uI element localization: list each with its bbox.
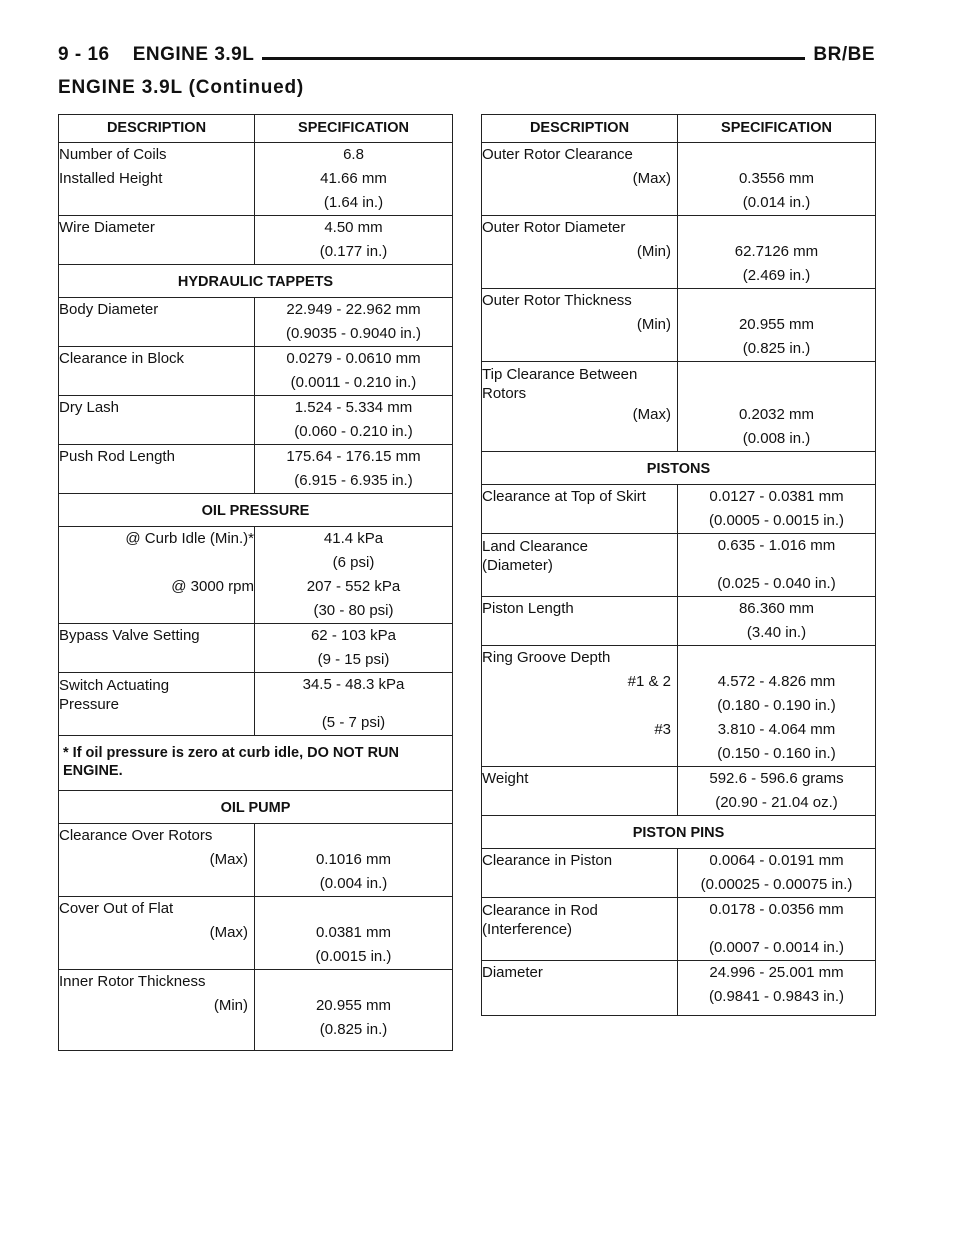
row-value: 0.0064 - 0.0191 mm — [709, 852, 844, 869]
row-value: 592.6 - 596.6 grams — [709, 770, 844, 787]
table-row — [482, 534, 876, 597]
row-qualifier: (Max) — [632, 170, 671, 187]
row-description: Clearance at Top of Skirt — [482, 488, 646, 505]
row-description: Diameter — [482, 964, 543, 981]
row-value: 175.64 - 176.15 mm — [286, 448, 421, 465]
row-value: 0.2032 mm — [738, 406, 815, 423]
row-description: Outer Rotor Thickness — [482, 292, 632, 309]
row-value: 4.572 - 4.826 mm — [717, 673, 836, 690]
table-row — [482, 597, 876, 646]
table-header-row — [482, 115, 876, 143]
row-description: Installed Height — [59, 170, 163, 187]
section-heading: OIL PRESSURE — [59, 494, 453, 527]
row-description: Wire Diameter — [59, 219, 155, 236]
row-value: (0.0011 - 0.210 in.) — [290, 374, 417, 391]
row-value: (0.014 in.) — [742, 194, 811, 211]
table-row — [59, 445, 453, 494]
row-value: (0.180 - 0.190 in.) — [717, 697, 836, 714]
row-description: Weight — [482, 770, 529, 787]
table-row — [59, 673, 453, 736]
row-value: (0.008 in.) — [742, 430, 811, 447]
warning-note: * If oil pressure is zero at curb idle, DO NOT RUN ENGINE. — [59, 736, 453, 791]
row-value: 41.66 mm — [320, 170, 387, 187]
row-value: (9 - 15 psi) — [317, 651, 390, 668]
note-row — [59, 736, 453, 791]
row-value: 62.7126 mm — [734, 243, 819, 260]
spec-table-right — [481, 114, 876, 1016]
column-header-description: DESCRIPTION — [482, 115, 678, 143]
row-description: Number of Coils — [59, 146, 167, 163]
row-value: 0.0127 - 0.0381 mm — [709, 488, 844, 505]
row-value: (1.64 in.) — [323, 194, 384, 211]
row-qualifier: (Max) — [209, 924, 248, 941]
row-value: 0.3556 mm — [738, 170, 815, 187]
row-description: Body Diameter — [59, 301, 159, 318]
row-value: 20.955 mm — [315, 997, 392, 1014]
row-value: (0.0015 in.) — [315, 948, 392, 965]
row-value: 6.8 — [343, 146, 364, 163]
row-value: 24.996 - 25.001 mm — [709, 964, 844, 981]
row-description: Dry Lash — [59, 399, 120, 416]
model-code: BR/BE — [805, 44, 875, 66]
row-value: (3.40 in.) — [746, 624, 807, 641]
row-value: (5 - 7 psi) — [321, 714, 386, 731]
row-value: 86.360 mm — [738, 600, 815, 617]
table-row — [59, 527, 453, 624]
row-qualifier: #3 — [654, 721, 671, 738]
row-description: Piston Length — [482, 600, 574, 617]
table-row — [59, 824, 453, 897]
table-row — [482, 216, 876, 289]
row-qualifier: (Max) — [209, 851, 248, 868]
row-value: (0.9841 - 0.9843 in.) — [708, 988, 845, 1005]
row-description: Clearance Over Rotors — [59, 827, 213, 844]
row-description: Push Rod Length — [59, 448, 175, 465]
row-qualifier: #1 & 2 — [627, 673, 671, 690]
row-value: 3.810 - 4.064 mm — [717, 721, 836, 738]
table-row — [59, 347, 453, 396]
row-value: (0.9035 - 0.9040 in.) — [285, 325, 422, 342]
section-row — [59, 265, 453, 298]
table-row — [59, 624, 453, 673]
row-value: 0.0279 - 0.0610 mm — [286, 350, 421, 367]
row-value: 22.949 - 22.962 mm — [286, 301, 421, 318]
table-row — [482, 646, 876, 767]
table-row — [482, 961, 876, 1016]
row-description: Clearance in Piston — [482, 852, 613, 869]
row-description: @ 3000 rpm — [171, 578, 254, 595]
row-value: 41.4 kPa — [323, 530, 384, 547]
row-value: 0.635 - 1.016 mm — [717, 537, 836, 554]
row-description: Bypass Valve Setting — [59, 627, 200, 644]
table-row — [59, 396, 453, 445]
row-description: Outer Rotor Diameter — [482, 219, 626, 236]
row-value: (0.0007 - 0.0014 in.) — [708, 939, 845, 956]
row-qualifier: (Min) — [636, 243, 671, 260]
row-value: (20.90 - 21.04 oz.) — [715, 794, 838, 811]
row-value: 0.0381 mm — [315, 924, 392, 941]
row-value: (0.025 - 0.040 in.) — [717, 575, 836, 592]
row-value: 207 - 552 kPa — [306, 578, 401, 595]
section-row — [482, 452, 876, 485]
row-value: (0.00025 - 0.00075 in.) — [700, 876, 853, 893]
row-description: Tip Clearance Between Rotors — [482, 366, 638, 402]
section-heading: OIL PUMP — [59, 791, 453, 824]
row-value: 1.524 - 5.334 mm — [294, 399, 413, 416]
row-value: (0.150 - 0.160 in.) — [717, 745, 836, 762]
row-description: Inner Rotor Thickness — [59, 973, 206, 990]
row-description: Cover Out of Flat — [59, 900, 174, 917]
row-description: Land Clearance (Diameter) — [482, 538, 588, 574]
table-row — [482, 143, 876, 216]
row-value: (2.469 in.) — [742, 267, 811, 284]
row-value: 20.955 mm — [738, 316, 815, 333]
row-value: (0.825 in.) — [319, 1021, 388, 1038]
section-heading: PISTON PINS — [482, 816, 876, 849]
row-value: 4.50 mm — [324, 219, 383, 236]
row-value: (0.060 - 0.210 in.) — [294, 423, 413, 440]
section-title: ENGINE 3.9L (Continued) — [58, 77, 305, 98]
table-row — [482, 362, 876, 452]
row-value: (30 - 80 psi) — [313, 602, 394, 619]
spec-table-left — [58, 114, 453, 1051]
row-value: (0.825 in.) — [742, 340, 811, 357]
row-value: 0.0178 - 0.0356 mm — [709, 901, 844, 918]
table-row — [59, 897, 453, 970]
table-row — [482, 898, 876, 961]
table-row — [59, 216, 453, 265]
column-header-specification: SPECIFICATION — [298, 120, 409, 136]
row-value: 0.1016 mm — [315, 851, 392, 868]
row-description: @ Curb Idle (Min.)* — [125, 530, 254, 547]
table-row — [59, 970, 453, 1051]
row-qualifier: (Min) — [636, 316, 671, 333]
row-value: (0.0005 - 0.0015 in.) — [708, 512, 845, 529]
table-row — [482, 767, 876, 816]
table-header-row — [59, 115, 453, 143]
section-heading: HYDRAULIC TAPPETS — [59, 265, 453, 298]
section-heading: PISTONS — [482, 452, 876, 485]
row-value: (6.915 - 6.935 in.) — [294, 472, 413, 489]
page-number-title: 9 - 16 ENGINE 3.9L — [58, 44, 262, 66]
row-qualifier: (Max) — [632, 406, 671, 423]
table-row — [482, 849, 876, 898]
row-description: Outer Rotor Clearance — [482, 146, 633, 163]
column-header-description: DESCRIPTION — [59, 115, 255, 143]
row-description: Clearance in Rod (Interference) — [482, 902, 598, 938]
row-value: (6 psi) — [332, 554, 375, 571]
column-header-specification: SPECIFICATION — [721, 120, 832, 136]
row-description: Ring Groove Depth — [482, 649, 611, 666]
row-value: (0.004 in.) — [319, 875, 388, 892]
table-row — [59, 298, 453, 347]
row-value: (0.177 in.) — [319, 243, 388, 260]
section-row — [59, 494, 453, 527]
row-value: 34.5 - 48.3 kPa — [302, 676, 405, 693]
page-header — [58, 44, 875, 70]
row-description: Switch Actuating Pressure — [59, 677, 170, 713]
table-row — [59, 143, 453, 216]
section-row — [482, 816, 876, 849]
section-row — [59, 791, 453, 824]
row-qualifier: (Min) — [213, 997, 248, 1014]
table-row — [482, 485, 876, 534]
row-description: Clearance in Block — [59, 350, 185, 367]
table-row — [482, 289, 876, 362]
row-value: 62 - 103 kPa — [310, 627, 397, 644]
